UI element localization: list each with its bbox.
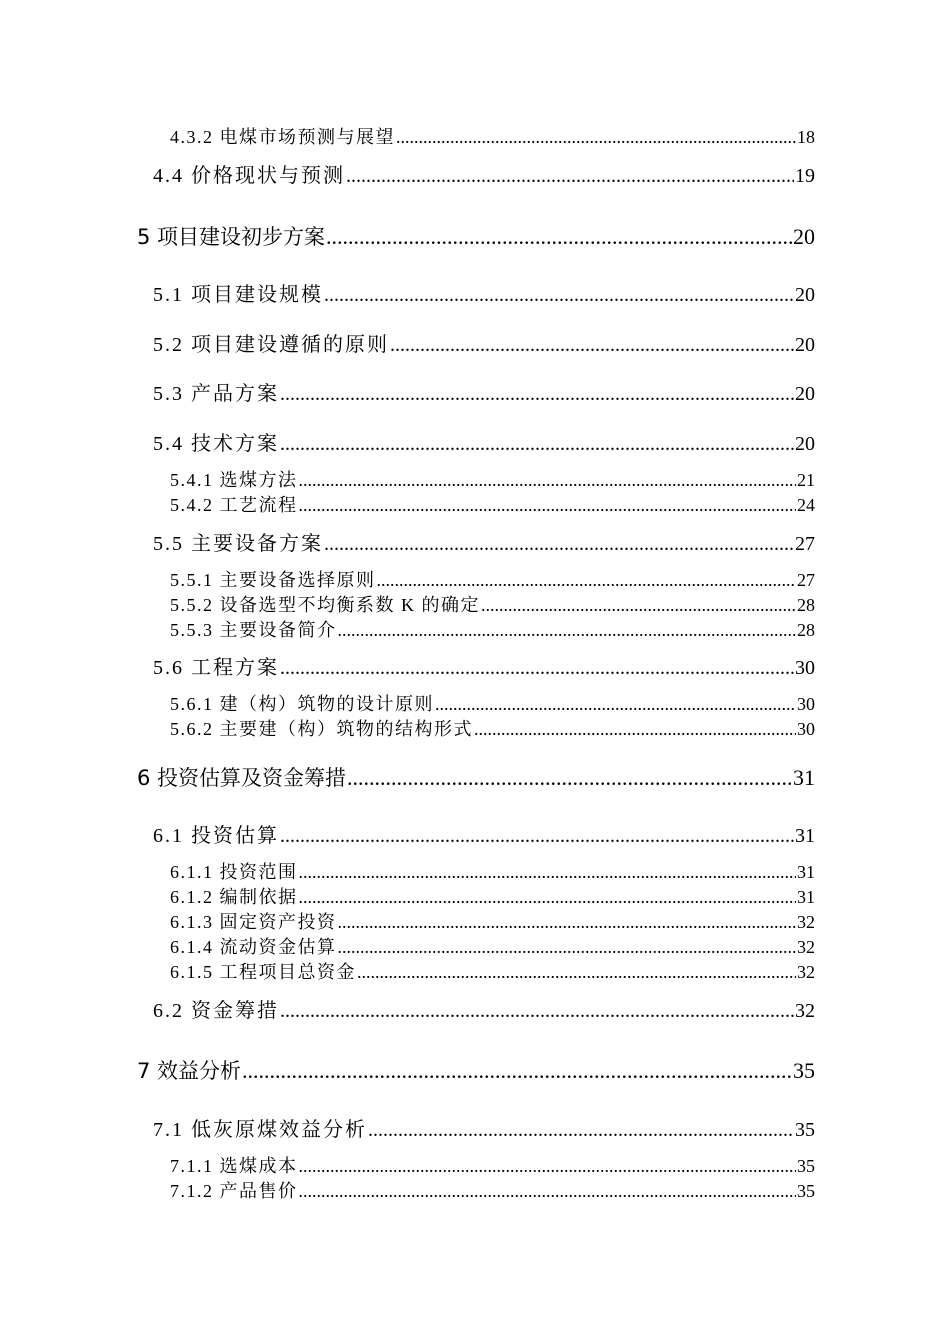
toc-dot-leader xyxy=(280,1001,794,1021)
toc-dot-leader xyxy=(390,335,794,355)
toc-entry-title: 7 效益分析 xyxy=(137,1059,242,1083)
toc-entry[interactable] xyxy=(153,384,815,404)
toc-dot-leader xyxy=(280,826,794,846)
toc-entry-title: 5.4 技术方案 xyxy=(153,433,279,455)
toc-dot-leader xyxy=(368,1120,794,1140)
toc-entry-title: 4.3.2 电煤市场预测与展望 xyxy=(170,127,395,147)
toc-entry-page-number: 20 xyxy=(795,433,815,455)
toc-entry-title: 6.1.4 流动资金估算 xyxy=(170,937,337,957)
toc-entry-page-number: 18 xyxy=(797,127,815,147)
toc-dot-leader xyxy=(347,767,792,789)
toc-entry-title: 7.1 低灰原煤效益分析 xyxy=(153,1119,367,1141)
toc-entry[interactable] xyxy=(170,720,815,738)
toc-entry-page-number: 31 xyxy=(795,825,815,847)
toc-dot-leader xyxy=(357,963,796,981)
toc-entry[interactable] xyxy=(170,863,815,881)
toc-entry[interactable] xyxy=(170,695,815,713)
toc-dot-leader xyxy=(299,888,797,906)
toc-entry[interactable] xyxy=(153,1001,815,1021)
toc-entry-title: 5.4.1 选煤方法 xyxy=(170,470,298,490)
toc-entry[interactable] xyxy=(153,166,815,186)
toc-entry-title: 5.5.2 设备选型不均衡系数 K 的确定 xyxy=(170,595,480,615)
toc-entry-page-number: 27 xyxy=(797,570,815,590)
toc-entry[interactable] xyxy=(153,658,815,678)
toc-entry[interactable] xyxy=(153,826,815,846)
toc-entry[interactable] xyxy=(170,1182,815,1200)
toc-entry-title: 5.5 主要设备方案 xyxy=(153,533,323,555)
toc-dot-leader xyxy=(299,471,797,489)
toc-entry-title: 6.1 投资估算 xyxy=(153,825,279,847)
toc-entry-title: 6.1.3 固定资产投资 xyxy=(170,912,337,932)
toc-entry[interactable] xyxy=(170,1157,815,1175)
toc-entry[interactable] xyxy=(170,128,815,146)
toc-entry-page-number: 21 xyxy=(797,470,815,490)
toc-entry-page-number: 30 xyxy=(797,719,815,739)
toc-entry-title: 5.6.1 建（构）筑物的设计原则 xyxy=(170,694,434,714)
toc-dot-leader xyxy=(396,128,796,146)
toc-entry-page-number: 31 xyxy=(797,887,815,907)
toc-dot-leader xyxy=(299,496,797,514)
toc-entry[interactable] xyxy=(170,496,815,514)
toc-entry-page-number: 20 xyxy=(795,284,815,306)
toc-entry-page-number: 24 xyxy=(797,495,815,515)
toc-entry-page-number: 32 xyxy=(797,962,815,982)
toc-entry[interactable] xyxy=(153,1120,815,1140)
toc-dot-leader xyxy=(338,621,797,639)
toc-dot-leader xyxy=(280,658,794,678)
toc-entry-title: 5.3 产品方案 xyxy=(153,383,279,405)
toc-entry-page-number: 28 xyxy=(797,620,815,640)
toc-entry-title: 5.1 项目建设规模 xyxy=(153,284,323,306)
toc-entry-page-number: 32 xyxy=(797,912,815,932)
toc-entry-page-number: 31 xyxy=(793,765,815,790)
toc-entry-page-number: 20 xyxy=(795,334,815,356)
toc-entry[interactable] xyxy=(170,888,815,906)
toc-dot-leader xyxy=(299,1157,797,1175)
toc-entry-title: 5 项目建设初步方案 xyxy=(137,225,326,249)
toc-entry-title: 5.6.2 主要建（构）筑物的结构形式 xyxy=(170,719,473,739)
toc-entry-title: 5.6 工程方案 xyxy=(153,657,279,679)
toc-entry-title: 4.4 价格现状与预测 xyxy=(153,165,345,187)
toc-entry[interactable] xyxy=(170,596,815,614)
toc-entry-title: 5.5.1 主要设备选择原则 xyxy=(170,570,376,590)
toc-entry[interactable] xyxy=(170,621,815,639)
toc-entry-title: 6.1.1 投资范围 xyxy=(170,862,298,882)
toc-dot-leader xyxy=(280,434,794,454)
toc-entry-title: 6.2 资金筹措 xyxy=(153,1000,279,1022)
toc-entry[interactable] xyxy=(137,1060,815,1082)
toc-entry-page-number: 31 xyxy=(797,862,815,882)
toc-entry-title: 5.4.2 工艺流程 xyxy=(170,495,298,515)
toc-entry-page-number: 20 xyxy=(793,224,815,249)
toc-dot-leader xyxy=(481,596,796,614)
toc-entry[interactable] xyxy=(170,963,815,981)
toc-dot-leader xyxy=(324,285,794,305)
toc-entry[interactable] xyxy=(137,767,815,789)
toc-entry-page-number: 28 xyxy=(797,595,815,615)
toc-dot-leader xyxy=(346,166,794,186)
toc-entry[interactable] xyxy=(153,335,815,355)
toc-entry-page-number: 20 xyxy=(795,383,815,405)
toc-entry-title: 7.1.2 产品售价 xyxy=(170,1181,298,1201)
toc-entry-page-number: 30 xyxy=(797,694,815,714)
toc-entry-title: 5.5.3 主要设备简介 xyxy=(170,620,337,640)
toc-entry[interactable] xyxy=(137,226,815,248)
toc-entry-title: 6.1.5 工程项目总资金 xyxy=(170,962,356,982)
toc-entry[interactable] xyxy=(170,471,815,489)
toc-dot-leader xyxy=(326,226,792,248)
toc-entry[interactable] xyxy=(153,434,815,454)
toc-entry[interactable] xyxy=(170,913,815,931)
toc-entry[interactable] xyxy=(153,534,815,554)
toc-entry-title: 5.2 项目建设遵循的原则 xyxy=(153,334,389,356)
toc-entry-page-number: 35 xyxy=(793,1058,815,1083)
toc-dot-leader xyxy=(324,534,794,554)
toc-dot-leader xyxy=(299,1182,797,1200)
toc-dot-leader xyxy=(280,384,794,404)
toc-entry-title: 7.1.1 选煤成本 xyxy=(170,1156,298,1176)
toc-entry-page-number: 32 xyxy=(795,1000,815,1022)
toc-entry[interactable] xyxy=(170,938,815,956)
toc-entry-page-number: 19 xyxy=(795,165,815,187)
toc-entry[interactable] xyxy=(153,285,815,305)
toc-dot-leader xyxy=(299,863,797,881)
toc-dot-leader xyxy=(377,571,797,589)
toc-entry-page-number: 35 xyxy=(797,1156,815,1176)
toc-dot-leader xyxy=(242,1060,792,1082)
toc-dot-leader xyxy=(338,938,797,956)
toc-entry-page-number: 32 xyxy=(797,937,815,957)
toc-entry-title: 6.1.2 编制依据 xyxy=(170,887,298,907)
toc-dot-leader xyxy=(474,720,796,738)
toc-dot-leader xyxy=(338,913,797,931)
toc-entry-page-number: 27 xyxy=(795,533,815,555)
toc-entry-page-number: 35 xyxy=(795,1119,815,1141)
toc-dot-leader xyxy=(435,695,796,713)
toc-entry-page-number: 30 xyxy=(795,657,815,679)
toc-entry[interactable] xyxy=(170,571,815,589)
toc-entry-title: 6 投资估算及资金筹措 xyxy=(137,766,347,790)
toc-entry-page-number: 35 xyxy=(797,1181,815,1201)
